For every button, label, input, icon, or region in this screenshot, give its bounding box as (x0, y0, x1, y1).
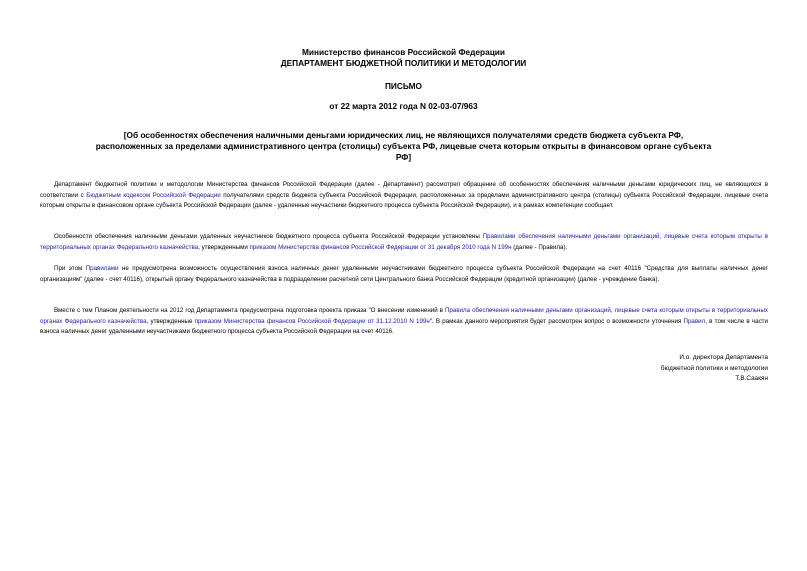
link-cash-rules[interactable]: Правилами обеспечения наличными деньгами организаций, лицевые счета которым открыты в территориальных органах Федерального казначейства (40, 233, 768, 251)
department-name: ДЕПАРТАМЕНТ БЮДЖЕТНОЙ ПОЛИТИКИ И МЕТОДОЛОГИИ (280, 57, 527, 68)
paragraph-2-text-2: , утвержденными (198, 243, 250, 251)
link-rules[interactable]: Правилами (85, 265, 119, 272)
paragraph-3-text-2: не предусмотрена возможность осуществления взноса наличных денег удаленными неучастниками бюджетного процесса субъекта Российской Федерации на счет 40116 "Средства для выплаты наличных денег организациям" (далее - счет 40116), открытый органу Федерального казначейства в подразделении расчетной сети Центрального банка Российской Федерации (кредитной организации) (далее - учреждение банка). (40, 265, 768, 283)
document-type: ПИСЬМО (384, 81, 423, 91)
signature-position: И.о. директора Департамента (679, 354, 768, 361)
signature-name: Т.В.Саакян (735, 375, 768, 382)
paragraph-2-text-1: Особенности обеспечения наличными деньгами удаленных неучастников бюджетного процесса субъекта Российской Федерации установлены (54, 233, 483, 240)
document-date-number: от 22 марта 2012 года N 02-03-07/963 (329, 101, 478, 111)
paragraph-4-text-3: ". В рамках данного мероприятия будет рассмотрен вопрос о возможности уточнения (429, 317, 684, 325)
link-rules-2[interactable]: Правил (683, 317, 706, 325)
paragraph-4-text-2: , утвержденные (146, 317, 195, 325)
paragraph-2-text-3: (далее - Правила). (511, 243, 568, 251)
ministry-name: Министерство финансов Российской Федерации (301, 47, 506, 57)
paragraph-3 (40, 264, 768, 285)
signature-department: бюджетной политики и методологии (660, 364, 768, 372)
link-minfin-order-2[interactable]: приказом Министерства финансов Российской Федерации от 31.12.2010 N 199н (194, 317, 430, 325)
link-budget-code[interactable]: Бюджетным кодексом Российской Федерации (86, 191, 221, 199)
paragraph-4-text-1: Вместе с тем Планом деятельности на 2012 год Департамента предусмотрена подготовка проекта приказа "О внесении изменений в (54, 307, 445, 314)
signature-block (661, 353, 768, 385)
paragraph-3-text-1: При этом (54, 265, 86, 272)
document-subject: [Об особенностях обеспечения наличными деньгами юридических лиц, не являющихся получателями средств бюджета субъекта РФ, расположенных за пределами административного центра (столицы) субъекта РФ, лицевые счета которым открыты в финансовом органе субъекта РФ] (95, 130, 712, 162)
paragraph-1 (40, 180, 768, 212)
paragraph-4 (40, 306, 768, 338)
paragraph-1-text-2: получателями средств бюджета субъекта Российской Федерации, расположенных за пределами административного центра (столицы) субъекта Российской Федерации, лицевые счета которым открыты в финансовом органе субъекта Российской Федерации (далее - удаленные неучастники бюджетного процесса субъекта Российской Федерации), и в рамках компетенции сообщает. (40, 191, 769, 209)
link-cash-rules-2[interactable]: Правила обеспечения наличными деньгами организаций, лицевые счета которым открыты в территориальных органах Федерального казначейства (40, 307, 768, 325)
paragraph-4-text-4: , в том числе в части взноса наличных денег удаленными неучастниками бюджетного процесса субъекта Российской Федерации на счет 40116. (40, 317, 768, 335)
link-minfin-order[interactable]: приказом Министерства финансов Российской Федерации от 31 декабря 2010 года N 199н (249, 243, 512, 251)
paragraph-1-text-1: Департамент бюджетной политики и методологии Министерства финансов Российской Федерации (далее - Департамент) рассмотрел обращение об особенностях обеспечения наличными деньгами юридических лиц, не являющихся в соответствии с (40, 181, 768, 199)
paragraph-2 (40, 232, 768, 253)
